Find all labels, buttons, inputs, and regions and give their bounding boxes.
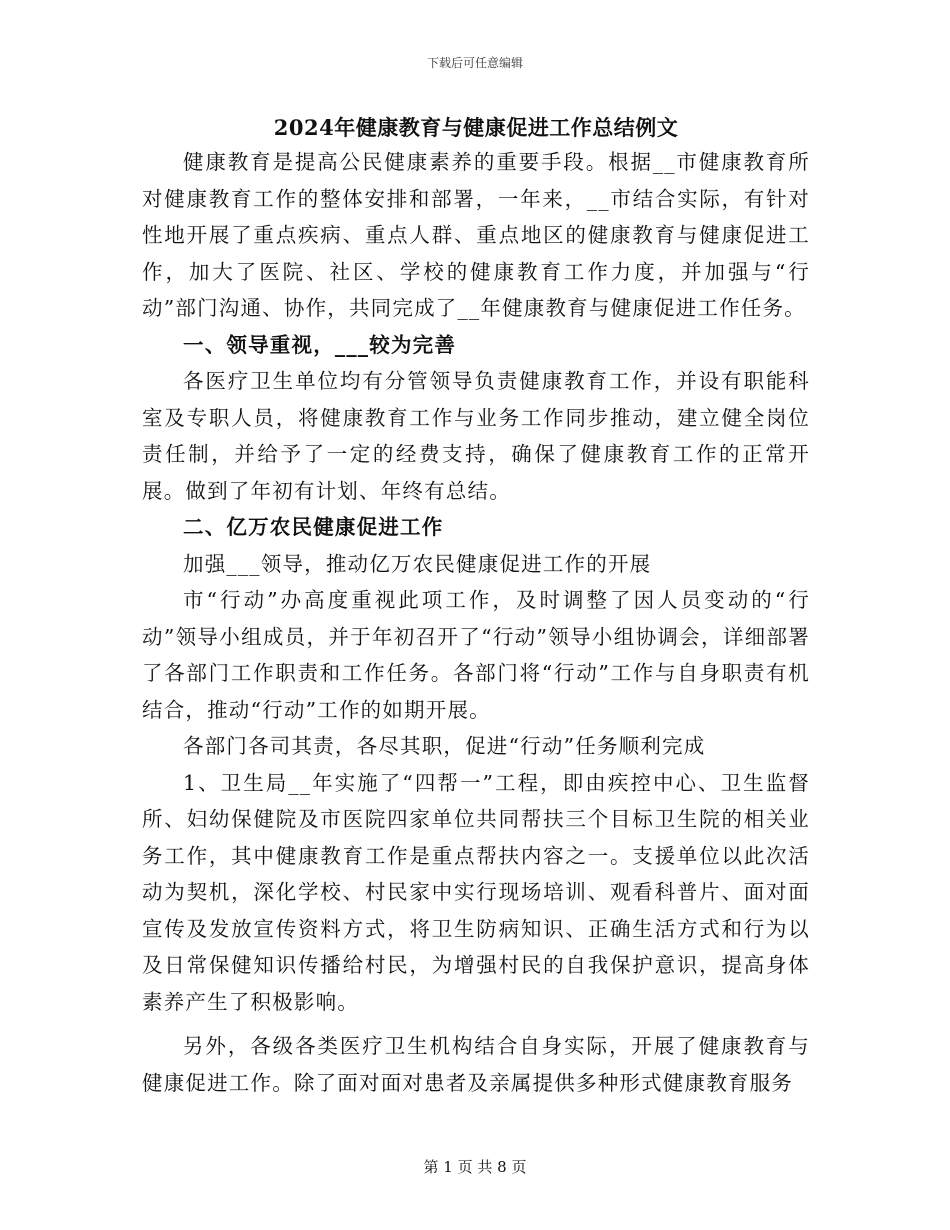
intro-paragraph: 健康教育是提高公民健康素养的重要手段。根据__市健康教育所对健康教育工作的整体安排和部署，一年来，__市结合实际，有针对性地开展了重点疾病、重点人群、重点地区的健康教育与健康促进工作，加大了医院、社区、学校的健康教育工作力度，并加强与“行动”部门沟通、协作，共同完成了__年健康教育与健康促进工作任务。 xyxy=(142,150,810,320)
section-2-paragraph-2: 另外，各级各类医疗卫生机构结合自身实际，开展了健康教育与健康促进工作。除了面对面对患者及亲属提供多种形式健康教育服务 xyxy=(142,1034,810,1095)
page-footer: 第 1 页 共 8 页 xyxy=(423,1158,527,1176)
paragraph-gap xyxy=(142,1020,810,1028)
section-1-paragraph: 各医疗卫生单位均有分管领导负责健康教育工作，并设有职能科室及专职人员，将健康教育工作与业务工作同步推动，建立健全岗位责任制，并给予了一定的经费支持，确保了健康教育工作的正常开展。做到了年初有计划、年终有总结。 xyxy=(142,369,810,503)
document-body xyxy=(142,112,810,1101)
document-title: 2024年健康教育与健康促进工作总结例文 xyxy=(273,115,679,140)
section-2-paragraph-1: 市“行动”办高度重视此项工作，及时调整了因人员变动的“行动”领导小组成员，并于年初召开了“行动”领导小组协调会，详细部署了各部门工作职责和工作任务。各部门将“行动”工作与自身职责有机结合，推动“行动”工作的如期开展。 xyxy=(142,588,810,722)
header-note: 下载后可任意编辑 xyxy=(426,56,523,70)
section-heading-1: 一、领导重视，___较为完善 xyxy=(183,332,457,357)
section-heading-2: 二、亿万农民健康促进工作 xyxy=(183,515,444,539)
subheading-paragraph-2: 各部门各司其责，各尽其职，促进“行动”任务顺利完成 xyxy=(183,734,706,758)
subheading-paragraph-1: 加强___领导，推动亿万农民健康促进工作的开展 xyxy=(183,551,652,576)
item-1-paragraph: 1、卫生局__年实施了“四帮一”工程，即由疾控中心、卫生监督所、妇幼保健院及市医院四家单位共同帮扶三个目标卫生院的相关业务工作，其中健康教育工作是重点帮扶内容之一。支援单位以此次活动为契机，深化学校、村民家中实行现场培训、观看科普片、面对面宣传及发放宣传资料方式，将卫生防病知识、正确生活方式和行为以及日常保健知识传播给村民，为增强村民的自我保护意识，提高身体素养产生了积极影响。 xyxy=(142,770,810,1014)
